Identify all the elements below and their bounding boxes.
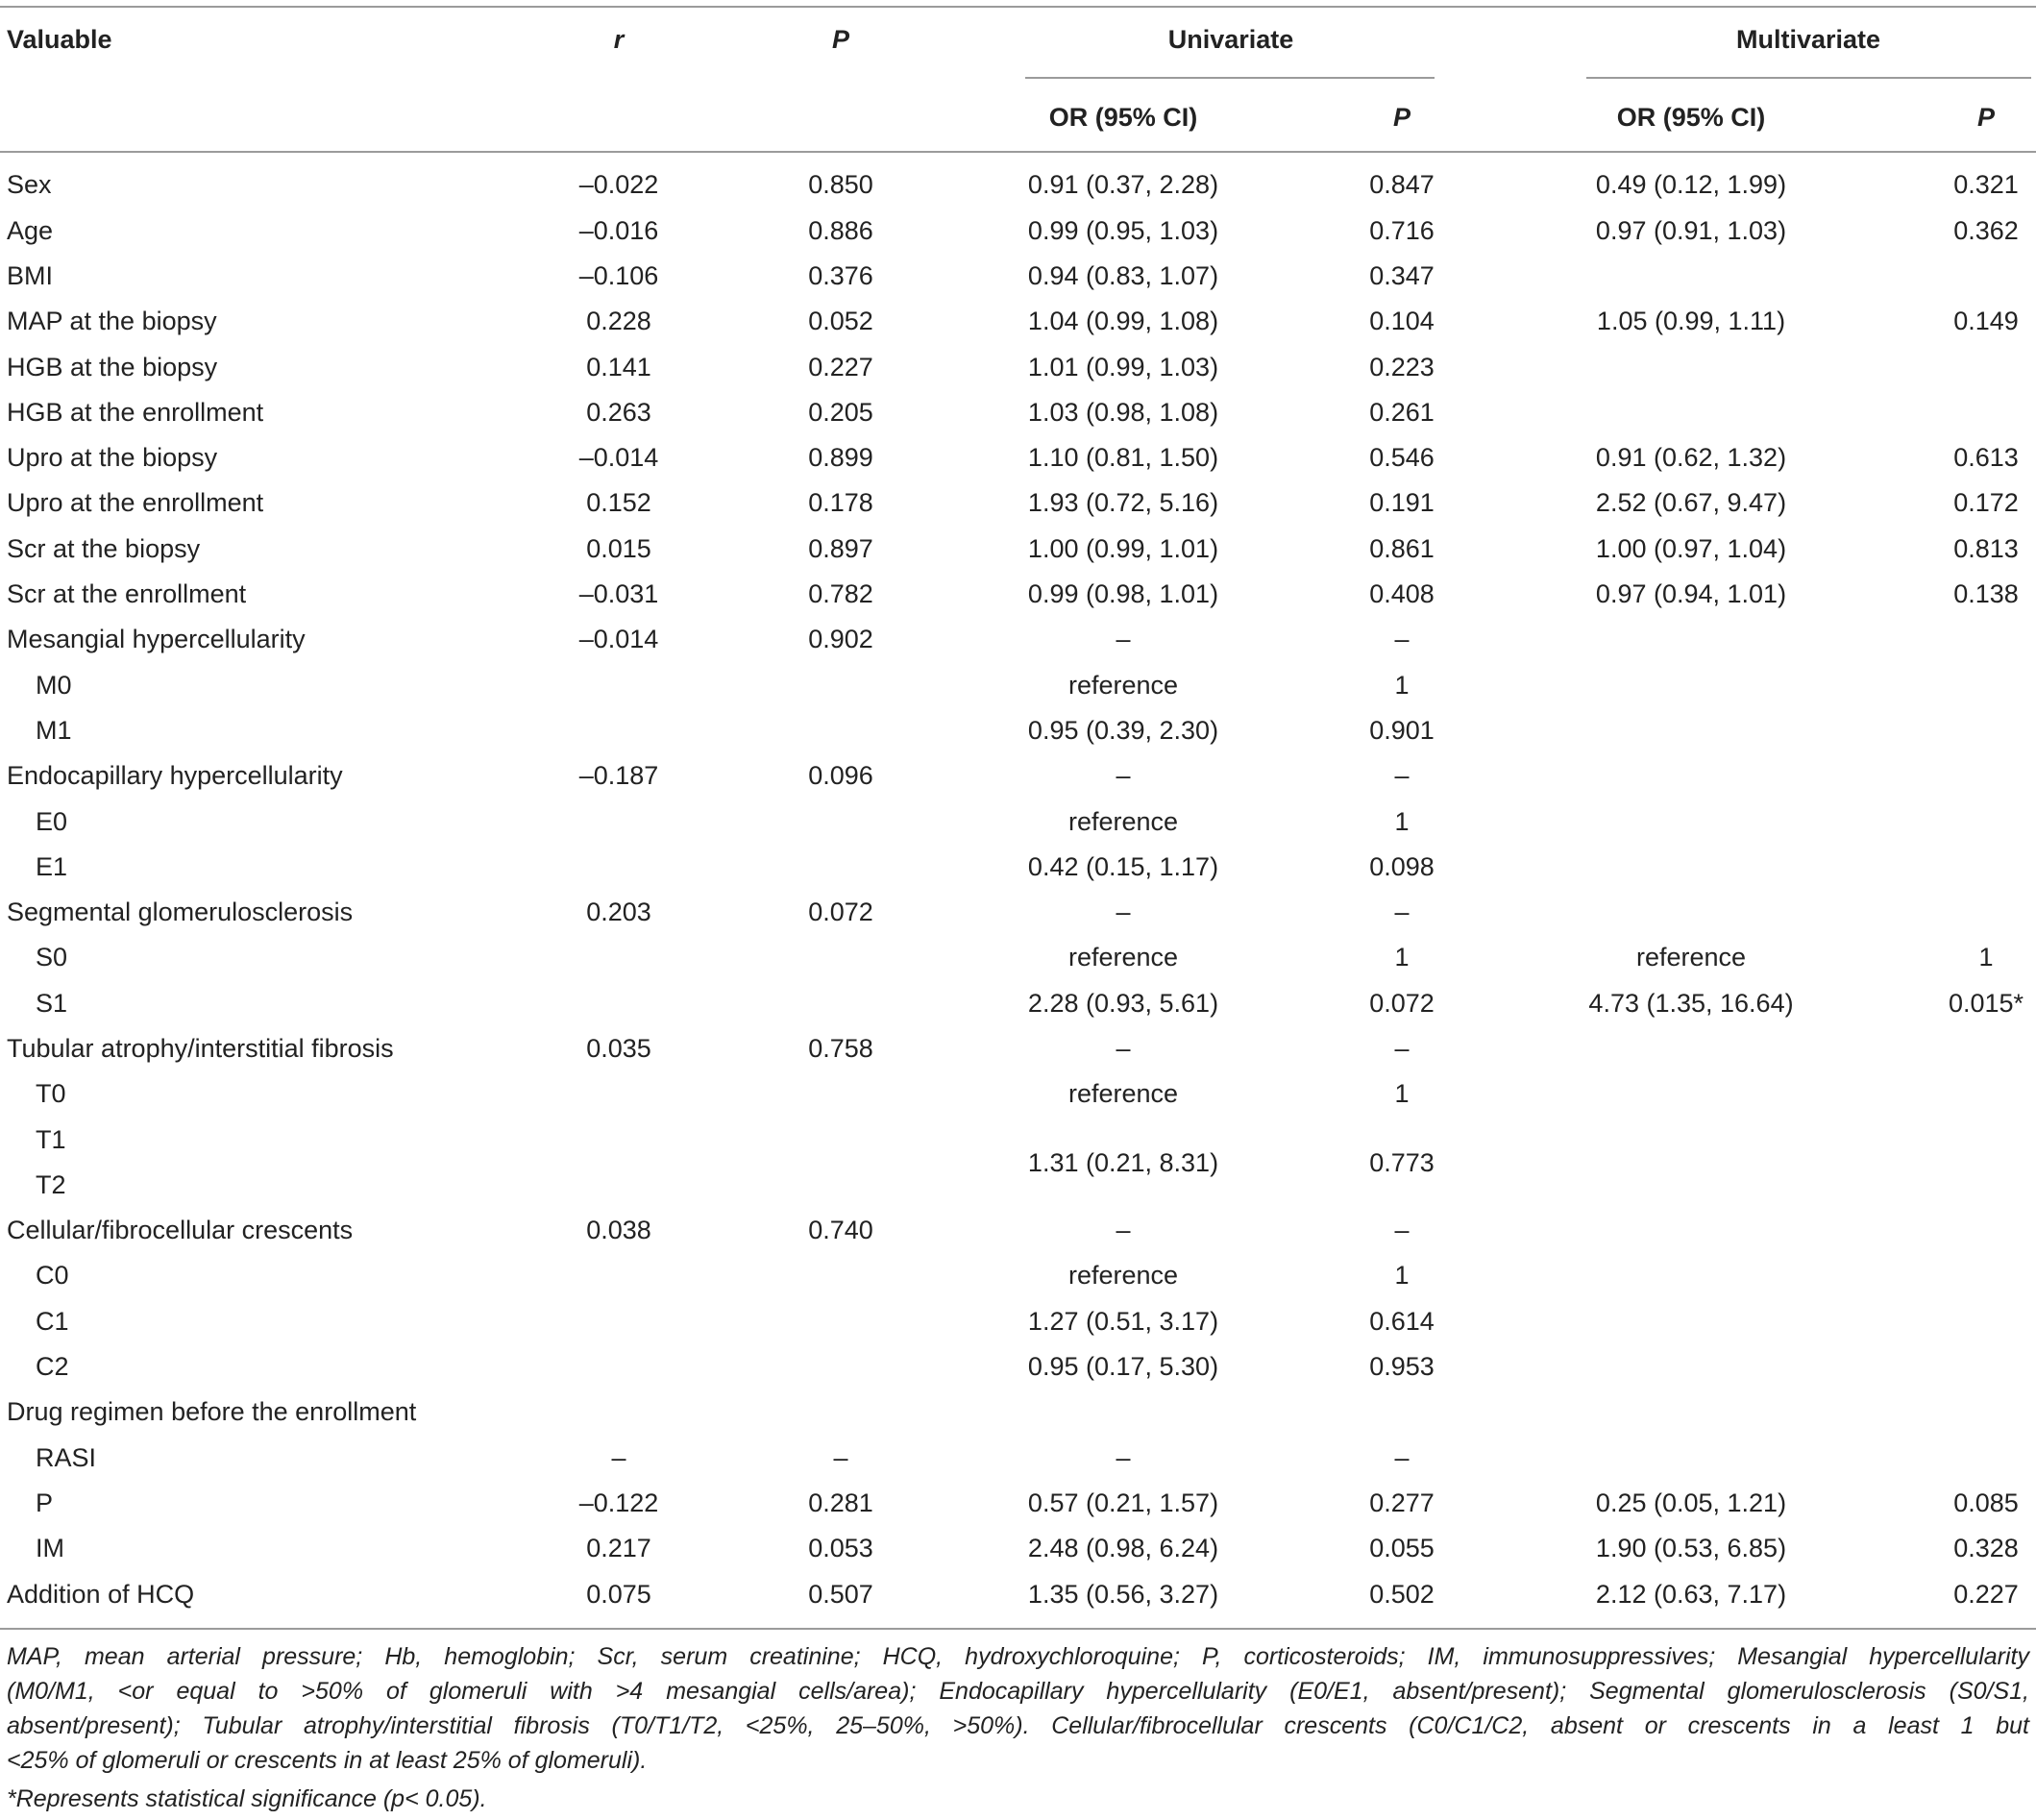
variable-label: Addition of HCQ <box>7 1579 195 1609</box>
multivariate-or-value: 1.00 (0.97, 1.04) <box>1595 533 1787 563</box>
sub-variable-label: C2 <box>36 1352 69 1382</box>
univariate-or-value: 1.27 (0.51, 3.17) <box>1027 1306 1219 1336</box>
table-row <box>0 1163 2036 1208</box>
table-row <box>0 845 2036 890</box>
table-footnote <box>7 1639 2029 1816</box>
univariate-p-value: 0.408 <box>1369 579 1435 609</box>
univariate-p-value: 1 <box>1394 1261 1410 1291</box>
variable-label: Sex <box>7 170 52 200</box>
sub-variable-label: E1 <box>36 851 68 881</box>
table-body <box>0 162 2036 1617</box>
univariate-p-value: 1 <box>1394 670 1410 700</box>
univariate-p-value: 0.277 <box>1369 1488 1435 1517</box>
univariate-or-value: reference <box>1067 670 1179 700</box>
table-row <box>0 162 2036 208</box>
r-value: 0.263 <box>586 397 651 427</box>
variable-label: Scr at the enrollment <box>7 579 247 609</box>
sub-variable-label: P <box>36 1488 54 1517</box>
univariate-p-value: 0.261 <box>1369 397 1435 427</box>
p-value: 0.507 <box>808 1579 873 1609</box>
p-value: 0.758 <box>808 1033 873 1063</box>
univariate-or-value: 0.99 (0.95, 1.03) <box>1027 215 1219 245</box>
sub-variable-label: M0 <box>36 670 72 700</box>
univariate-or-value: reference <box>1067 943 1179 972</box>
group-header-multivariate: Multivariate <box>1735 25 1881 54</box>
r-value: 0.217 <box>586 1534 651 1563</box>
column-header-r: r <box>613 25 625 54</box>
multivariate-p-value: 0.172 <box>1953 488 2019 518</box>
variable-label: Tubular atrophy/interstitial fibrosis <box>7 1033 394 1063</box>
r-value: 0.015 <box>586 533 651 563</box>
table-row <box>0 753 2036 799</box>
table-header-row-1 <box>0 18 2036 61</box>
footnote-line: <25% of glomeruli or crescents in at least 25% of glomeruli). <box>7 1747 648 1774</box>
table-row <box>0 345 2036 390</box>
variable-label: HGB at the biopsy <box>7 352 218 381</box>
multivariate-or-value: 0.49 (0.12, 1.99) <box>1595 170 1787 200</box>
multivariate-p-value: 0.015* <box>1948 988 2024 1018</box>
r-value: –0.014 <box>578 443 659 473</box>
table-row <box>0 1118 2036 1177</box>
table-row <box>0 708 2036 753</box>
variable-label: Drug regimen before the enrollment <box>7 1397 417 1427</box>
multivariate-p-value: 0.813 <box>1953 533 2019 563</box>
univariate-or-value: – <box>1116 898 1131 927</box>
multivariate-p-value: 0.085 <box>1953 1488 2019 1517</box>
table-row <box>0 435 2036 480</box>
variable-label: Age <box>7 215 54 245</box>
univariate-or-value: 0.94 (0.83, 1.07) <box>1027 260 1219 290</box>
significance-note: *Represents statistical significance (p< 0.05). <box>7 1785 487 1812</box>
p-value: 0.281 <box>808 1488 873 1517</box>
univariate-or-value: 1.31 (0.21, 8.31) <box>1027 1147 1219 1177</box>
table-row <box>0 1526 2036 1571</box>
univariate-or-value: 0.91 (0.37, 2.28) <box>1027 170 1219 200</box>
univariate-or-value: 1.10 (0.81, 1.50) <box>1027 443 1219 473</box>
r-value: 0.038 <box>586 1216 651 1245</box>
r-value: –0.016 <box>578 215 659 245</box>
sub-variable-label: E0 <box>36 806 68 836</box>
univariate-or-value: 2.28 (0.93, 5.61) <box>1027 988 1219 1018</box>
univariate-or-value: 1.03 (0.98, 1.08) <box>1027 397 1219 427</box>
table-row <box>0 1208 2036 1253</box>
table-header-row-2 <box>0 96 2036 138</box>
multivariate-or-value: 0.97 (0.91, 1.03) <box>1595 215 1787 245</box>
table-row <box>0 1253 2036 1298</box>
column-header-multivariate-or: OR (95% CI) <box>1616 103 1766 132</box>
p-value: 0.053 <box>808 1534 873 1563</box>
univariate-or-value: 0.95 (0.17, 5.30) <box>1027 1352 1219 1382</box>
table-row <box>0 209 2036 254</box>
sub-variable-label: T0 <box>36 1079 66 1109</box>
sub-variable-label: RASI <box>36 1442 97 1472</box>
variable-label: Scr at the biopsy <box>7 533 201 563</box>
footnote-line: MAP, mean arterial pressure; Hb, hemoglobin; Scr, serum creatinine; HCQ, hydroxychloroquine; P, corticosteroids; IM, immunosuppressives; Mesangial hypercellularity <box>7 1643 2029 1670</box>
univariate-p-value: 0.861 <box>1369 533 1435 563</box>
variable-label: Cellular/fibrocellular crescents <box>7 1216 354 1245</box>
p-value: 0.897 <box>808 533 873 563</box>
multivariate-p-value: 0.149 <box>1953 307 2019 336</box>
multivariate-group-underline <box>1586 77 2031 79</box>
p-value: 0.096 <box>808 761 873 791</box>
sub-variable-label: IM <box>36 1534 64 1563</box>
univariate-or-value: reference <box>1067 1261 1179 1291</box>
column-header-univariate-p: P <box>1392 103 1411 132</box>
univariate-p-value: 0.072 <box>1369 988 1435 1018</box>
univariate-or-value: 0.95 (0.39, 2.30) <box>1027 715 1219 745</box>
p-value: 0.902 <box>808 625 873 654</box>
univariate-p-value: 1 <box>1394 806 1410 836</box>
univariate-p-value: 0.223 <box>1369 352 1435 381</box>
r-value: 0.075 <box>586 1579 651 1609</box>
sub-variable-label: T1 <box>36 1124 66 1154</box>
univariate-p-value: 0.716 <box>1369 215 1435 245</box>
r-value: 0.152 <box>586 488 651 518</box>
table-row <box>0 1026 2036 1071</box>
univariate-or-value: 1.00 (0.99, 1.01) <box>1027 533 1219 563</box>
p-value: 0.052 <box>808 307 873 336</box>
univariate-or-value: – <box>1116 1216 1131 1245</box>
variable-label: BMI <box>7 260 54 290</box>
r-value: 0.141 <box>586 352 651 381</box>
multivariate-or-value: 1.90 (0.53, 6.85) <box>1595 1534 1787 1563</box>
table-row <box>0 1299 2036 1344</box>
r-value: – <box>611 1442 626 1472</box>
univariate-p-value: – <box>1394 625 1410 654</box>
table-row <box>0 1390 2036 1435</box>
group-header-univariate: Univariate <box>1167 25 1294 54</box>
footnote-line: (M0/M1, <or equal to >50% of glomeruli with >4 mesangial cells/area); Endocapillary hypercellularity (E0/E1, absent/present); Segmental glomerulosclerosis (S0/S1, <box>7 1678 2029 1705</box>
variable-label: MAP at the biopsy <box>7 307 217 336</box>
multivariate-or-value: 0.25 (0.05, 1.21) <box>1595 1488 1787 1517</box>
multivariate-p-value: 0.613 <box>1953 443 2019 473</box>
p-value: – <box>833 1442 848 1472</box>
table-row <box>0 1481 2036 1526</box>
univariate-p-value: – <box>1394 1442 1410 1472</box>
r-value: 0.035 <box>586 1033 651 1063</box>
column-header-p: P <box>831 25 850 54</box>
table-row <box>0 799 2036 845</box>
multivariate-or-value: 4.73 (1.35, 16.64) <box>1588 988 1794 1018</box>
univariate-p-value: 0.847 <box>1369 170 1435 200</box>
table-row <box>0 935 2036 980</box>
table-row <box>0 390 2036 435</box>
univariate-p-value: 0.773 <box>1369 1147 1435 1177</box>
p-value: 0.899 <box>808 443 873 473</box>
r-value: –0.031 <box>578 579 659 609</box>
sub-variable-label: S0 <box>36 943 68 972</box>
univariate-p-value: 1 <box>1394 943 1410 972</box>
multivariate-or-value: 0.91 (0.62, 1.32) <box>1595 443 1787 473</box>
p-value: 0.886 <box>808 215 873 245</box>
univariate-p-value: 0.347 <box>1369 260 1435 290</box>
multivariate-or-value: reference <box>1635 943 1747 972</box>
univariate-p-value: – <box>1394 761 1410 791</box>
table-row <box>0 1071 2036 1117</box>
p-value: 0.782 <box>808 579 873 609</box>
footnote-line: absent/present); Tubular atrophy/interstitial fibrosis (T0/T1/T2, <25%, 25–50%, >50%). Cellular/fibrocellular crescents (C0/C1/C2, absent or crescents in a least 1 but <box>7 1712 2029 1739</box>
univariate-or-value: 1.01 (0.99, 1.03) <box>1027 352 1219 381</box>
table-row <box>0 617 2036 662</box>
column-header-variable: Valuable <box>7 25 112 54</box>
univariate-or-value: 0.57 (0.21, 1.57) <box>1027 1488 1219 1517</box>
univariate-or-value: 1.04 (0.99, 1.08) <box>1027 307 1219 336</box>
multivariate-or-value: 2.12 (0.63, 7.17) <box>1595 1579 1787 1609</box>
table-row <box>0 480 2036 526</box>
univariate-or-value: reference <box>1067 1079 1179 1109</box>
r-value: –0.187 <box>578 761 659 791</box>
univariate-group-underline <box>1025 77 1435 79</box>
r-value: –0.014 <box>578 625 659 654</box>
table-bottom-rule <box>0 1628 2036 1630</box>
multivariate-p-value: 0.362 <box>1953 215 2019 245</box>
table-row <box>0 981 2036 1026</box>
table-row <box>0 890 2036 935</box>
sub-variable-label: C1 <box>36 1306 69 1336</box>
variable-label: Upro at the enrollment <box>7 488 264 518</box>
univariate-or-value: 2.48 (0.98, 6.24) <box>1027 1534 1219 1563</box>
univariate-p-value: 0.953 <box>1369 1352 1435 1382</box>
univariate-or-value: – <box>1116 1442 1131 1472</box>
r-value: 0.203 <box>586 898 651 927</box>
table-row <box>0 572 2036 617</box>
multivariate-or-value: 2.52 (0.67, 9.47) <box>1595 488 1787 518</box>
r-value: 0.228 <box>586 307 651 336</box>
p-value: 0.072 <box>808 898 873 927</box>
header-bottom-rule <box>0 151 2036 153</box>
table-row <box>0 1572 2036 1617</box>
variable-label: Mesangial hypercellularity <box>7 625 306 654</box>
multivariate-p-value: 0.328 <box>1953 1534 2019 1563</box>
univariate-or-value: – <box>1116 761 1131 791</box>
univariate-p-value: 0.098 <box>1369 851 1435 881</box>
univariate-p-value: – <box>1394 1033 1410 1063</box>
sub-variable-label: T2 <box>36 1169 66 1199</box>
p-value: 0.376 <box>808 260 873 290</box>
p-value: 0.205 <box>808 397 873 427</box>
r-value: –0.122 <box>578 1488 659 1517</box>
table-row <box>0 299 2036 344</box>
variable-label: Endocapillary hypercellularity <box>7 761 343 791</box>
multivariate-p-value: 0.321 <box>1953 170 2019 200</box>
column-header-multivariate-p: P <box>1976 103 1996 132</box>
sub-variable-label: M1 <box>36 715 72 745</box>
p-value: 0.740 <box>808 1216 873 1245</box>
univariate-p-value: 0.546 <box>1369 443 1435 473</box>
multivariate-p-value: 0.227 <box>1953 1579 2019 1609</box>
table-row <box>0 1436 2036 1481</box>
univariate-p-value: 0.055 <box>1369 1534 1435 1563</box>
table-top-rule <box>0 6 2036 8</box>
univariate-or-value: 1.93 (0.72, 5.16) <box>1027 488 1219 518</box>
sub-variable-label: C0 <box>36 1261 69 1291</box>
table-row <box>0 254 2036 299</box>
table-row <box>0 1344 2036 1390</box>
multivariate-or-value: 0.97 (0.94, 1.01) <box>1595 579 1787 609</box>
univariate-p-value: – <box>1394 898 1410 927</box>
multivariate-or-value: 1.05 (0.99, 1.11) <box>1596 307 1786 336</box>
univariate-p-value: 0.901 <box>1369 715 1435 745</box>
table-row <box>0 527 2036 572</box>
univariate-p-value: 1 <box>1394 1079 1410 1109</box>
univariate-p-value: 0.104 <box>1369 307 1435 336</box>
p-value: 0.178 <box>808 488 873 518</box>
univariate-or-value: reference <box>1067 806 1179 836</box>
variable-label: Upro at the biopsy <box>7 443 218 473</box>
variable-label: HGB at the enrollment <box>7 397 264 427</box>
univariate-p-value: 0.191 <box>1369 488 1435 518</box>
r-value: –0.106 <box>578 260 659 290</box>
univariate-p-value: – <box>1394 1216 1410 1245</box>
p-value: 0.850 <box>808 170 873 200</box>
table-row <box>0 663 2036 708</box>
univariate-p-value: 0.614 <box>1369 1306 1435 1336</box>
univariate-or-value: – <box>1116 1033 1131 1063</box>
r-value: –0.022 <box>578 170 659 200</box>
univariate-or-value: 0.99 (0.98, 1.01) <box>1027 579 1219 609</box>
univariate-p-value: 0.502 <box>1369 1579 1435 1609</box>
p-value: 0.227 <box>808 352 873 381</box>
univariate-or-value: 0.42 (0.15, 1.17) <box>1027 851 1219 881</box>
univariate-or-value: – <box>1116 625 1131 654</box>
sub-variable-label: S1 <box>36 988 68 1018</box>
multivariate-p-value: 1 <box>1978 943 1994 972</box>
multivariate-p-value: 0.138 <box>1953 579 2019 609</box>
variable-label: Segmental glomerulosclerosis <box>7 898 354 927</box>
univariate-or-value: 1.35 (0.56, 3.27) <box>1027 1579 1219 1609</box>
column-header-univariate-or: OR (95% CI) <box>1048 103 1198 132</box>
